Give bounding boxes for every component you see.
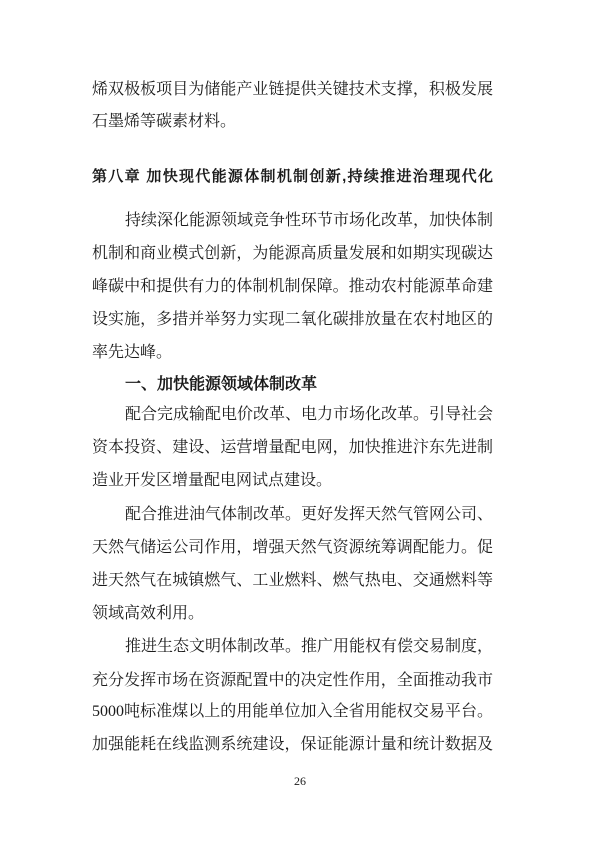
text-line: 峰碳中和提供有力的体制机制保障。推动农村能源革命建: [92, 278, 493, 295]
text-line: 加强能耗在线监测系统建设，保证能源计量和统计数据及: [92, 736, 493, 753]
text-line: 配合推进油气体制改革。更好发挥天然气管网公司、: [125, 506, 494, 523]
text-line: 石墨烯等碳素材料。: [92, 113, 237, 130]
text-line: 率先达峰。: [92, 344, 173, 361]
page-number: 26: [294, 774, 306, 788]
text-line: 烯双极板项目为储能产业链提供关键技术支撑，积极发展: [92, 81, 493, 98]
text-line: 天然气储运公司作用，增强天然气资源统筹调配能力。促: [92, 539, 493, 556]
text-line: 推进生态文明体制改革。推广用能权有偿交易制度，: [125, 638, 494, 655]
text-line: 机制和商业模式创新，为能源高质量发展和如期实现碳达: [92, 245, 493, 262]
text-line: 充分发挥市场在资源配置中的决定性作用，全面推动我市: [92, 672, 493, 689]
text-line: 持续深化能源领域竞争性环节市场化改革，加快体制: [125, 212, 494, 229]
section-heading: 一、加快能源领域体制改革: [125, 376, 318, 393]
text-line: 进天然气在城镇燃气、工业燃料、燃气热电、交通燃料等: [92, 572, 493, 589]
chapter-heading: 第八章 加快现代能源体制机制创新,持续推进治理现代化: [92, 168, 493, 185]
text-line: 领域高效利用。: [92, 605, 205, 622]
text-line: 配合完成输配电价改革、电力市场化改革。引导社会: [125, 406, 494, 423]
text-line: 资本投资、建设、运营增量配电网，加快推进汴东先进制: [92, 439, 493, 456]
text-line: 5000吨标准煤以上的用能单位加入全省用能权交易平台。: [92, 703, 493, 720]
text-line: 设实施，多措并举努力实现二氧化碳排放量在农村地区的: [92, 311, 493, 328]
text-line: 造业开发区增量配电网试点建设。: [92, 472, 333, 489]
